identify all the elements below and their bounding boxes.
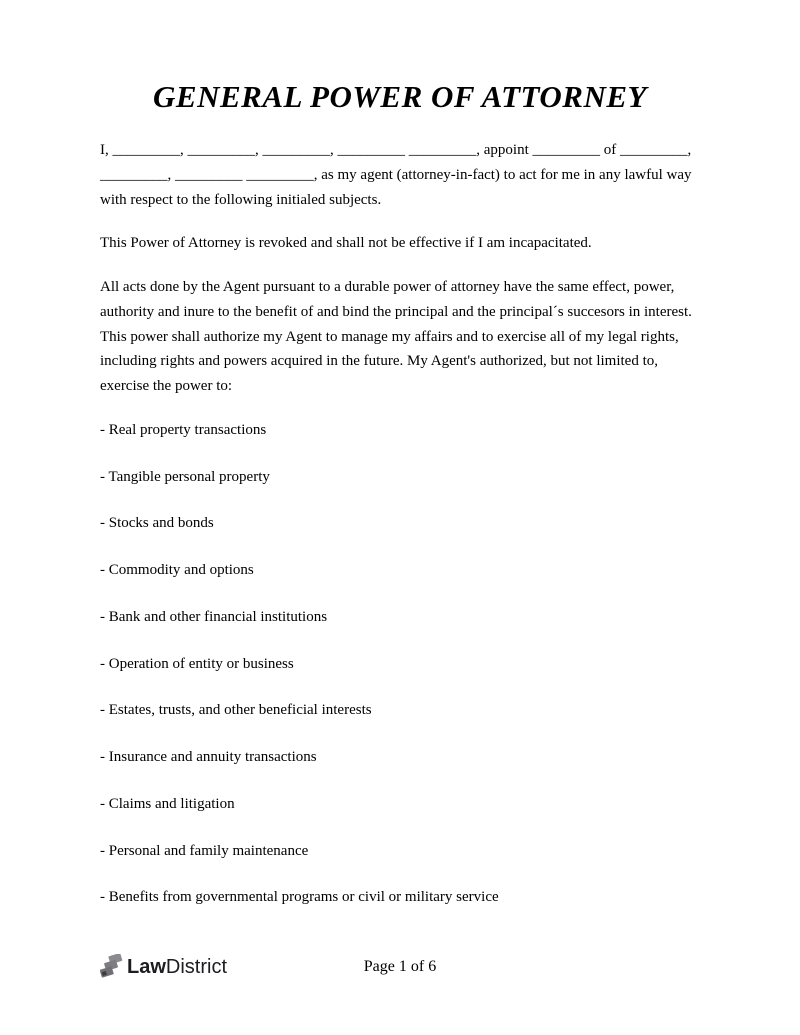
document-title: GENERAL POWER OF ATTORNEY (153, 79, 647, 114)
durable-powers-paragraph: All acts done by the Agent pursuant to a durable power of attorney have the same effect, power, authority and inure to the benefit of and bind the principal and the principal´s succesors in interest. This power shall authorize my Agent to manage my affairs and to exercise all of my legal rights, including rights and powers acquired in the future. My Agent's authorized, but not limited to, exercise the power to: (100, 279, 692, 394)
logo-text-law: Law (127, 955, 166, 978)
revocation-paragraph: This Power of Attorney is revoked and shall not be effective if I am incapacitated. (100, 235, 592, 252)
page-number: Page 1 of 6 (363, 958, 437, 975)
page-footer (0, 951, 800, 985)
power-item-banks: - Bank and other financial institutions (100, 608, 328, 625)
power-item-family-maintenance: - Personal and family maintenance (100, 842, 309, 859)
logo-text-district: District (165, 955, 228, 978)
power-item-stocks-bonds: - Stocks and bonds (100, 515, 214, 532)
power-item-estates-trusts: - Estates, trusts, and other beneficial interests (100, 702, 372, 719)
powers-list (100, 418, 700, 910)
power-item-tangible-property: - Tangible personal property (100, 468, 270, 485)
power-item-insurance-annuity: - Insurance and annuity transactions (100, 749, 317, 765)
power-item-commodity-options: - Commodity and options (100, 562, 254, 578)
power-item-business-operation: - Operation of entity or business (100, 655, 294, 672)
power-item-government-benefits: - Benefits from governmental programs or civil or military service (100, 889, 499, 906)
power-item-claims-litigation: - Claims and litigation (100, 795, 235, 812)
document-content (100, 78, 700, 932)
power-item-real-property: - Real property transactions (100, 421, 267, 438)
intro-paragraph: I, _________, _________, _________, _________ _________, appoint _________ of _________, _________, _________ _________, as my agent (attorney-in-fact) to act for me in any lawful way with respect to the following initialed subjects. (100, 142, 692, 208)
